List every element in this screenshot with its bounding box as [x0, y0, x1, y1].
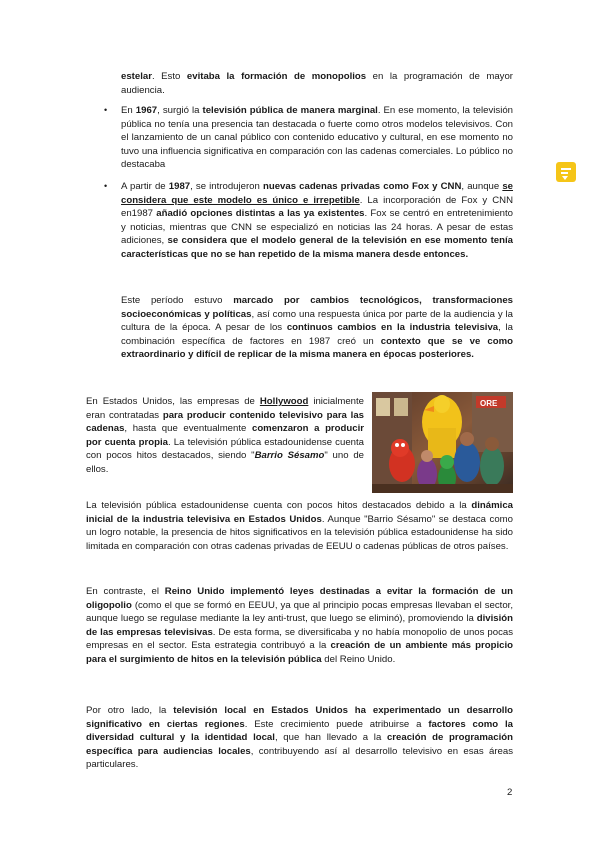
bullet-marker: • — [104, 181, 108, 191]
sesame-street-photo — [372, 392, 513, 493]
comment-icon-line — [561, 168, 571, 170]
store-sign-text: ORE — [480, 399, 498, 408]
paragraph-hollywood: En Estados Unidos, las empresas de Hollywood inicialmente eran contratadas para producir contenido televisivo para las cadenas, hasta que eventualmente comenzaron a producir por cuenta propia. La televisión pública estadounidense cuenta con pocos hitos destacados, siendo "Barrio Sésamo" uno de ellos. — [86, 396, 365, 475]
bullet-1987: A partir de 1987, se introdujeron nuevas cadenas privadas como Fox y CNN, aunque se considera que este modelo es único e irrepetible. La incorporación de Fox y CNN en1987 añadió opciones distintas a las ya existentes. Fox se centró en entretenimiento y noticias, mientras que CNN se especializó en noticias las 24 horas. A pesar de estas adiciones, se considera que el modelo general de la televisión en ese momento tenía características que no se han repetido de la misma manera desde entonces. — [121, 181, 514, 260]
bullet-marker: • — [104, 105, 108, 115]
comment-icon-line — [561, 172, 568, 174]
paragraph-television-local: Por otro lado, la televisión local en Estados Unidos ha experimentado un desarrollo significativo en ciertas regiones. Este crecimiento puede atribuirse a factores como la diversidad cultural y la identidad local, que han llevado a la creación de programación específica para audiencias locales, contribuyendo así al desarrollo televisivo en esas áreas particulares. — [86, 705, 513, 771]
page-number: 2 — [507, 787, 513, 798]
paragraph-continuation: estelar. Esto evitaba la formación de monopolios en la programación de mayor audiencia. — [121, 71, 513, 96]
paragraph-barrio-sesamo: La televisión pública estadounidense cuenta con pocos hitos destacados debido a la dinámica inicial de la industria televisiva en Estados Unidos. Aunque "Barrio Sésamo" se destaca como un logro notable, la presencia de hitos significativos en la televisión pública estadounidense ha sido limitada en comparación con otras cadenas privadas de EEUU o cadenas públicas de otros países. — [86, 500, 513, 552]
comment-icon-tail — [562, 176, 568, 180]
paragraph-periodo: Este período estuvo marcado por cambios tecnológicos, transformaciones socioeconómicas y políticas, así como una respuesta única por parte de la audiencia y la cultura de la época. A pesar de los continuos cambios en la industria televisiva, la combinación específica de factores en 1987 creó un contexto que se ve como extraordinario y difícil de replicar de la misma manera en épocas posteriores. — [121, 295, 514, 361]
bullet-1967: En 1967, surgió la televisión pública de manera marginal. En ese momento, la televisión pública no tenía una presencia tan destacada o fuerte como otros modelos televisivos. Con el lanzamiento de un canal público con contenido educativo y cultural, en ese momento no tuvo una influencia significativa en comparación con las cadenas comerciales. Lo público no destacaba — [121, 105, 514, 171]
comment-icon[interactable] — [556, 162, 576, 182]
paragraph-reino-unido: En contraste, el Reino Unido implementó leyes destinadas a evitar la formación de un oligopolio (como el que se formó en EEUU, ya que al principio pocas empresas llevaban el sector, aunque luego se regulase mediante la ley anti-trust, que luego se eliminó), promoviendo la división de las empresas televisivas. De esta forma, se diversificaba y no había monopolio de unos pocas empresas en el sector. Esta estrategia contribuyó a la creación de un ambiente más propicio para el surgimiento de hitos en la televisión pública del Reino Unido. — [86, 586, 513, 665]
